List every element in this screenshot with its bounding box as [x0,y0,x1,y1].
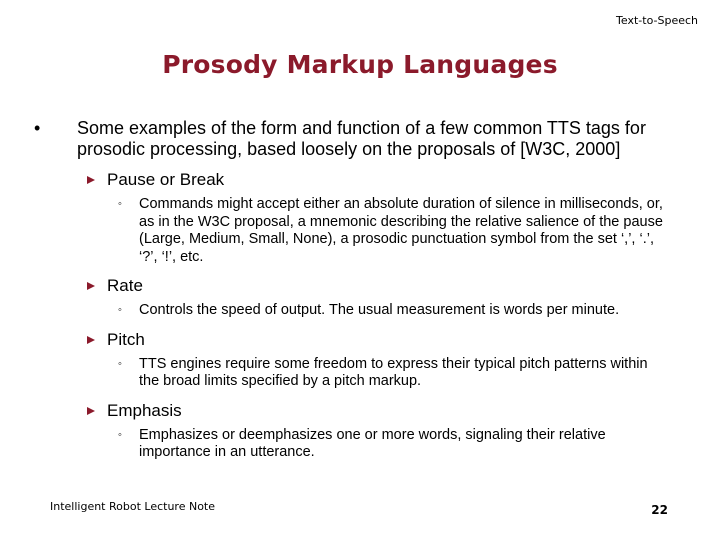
item-label: Pause or Break [107,170,225,189]
item-heading [0,330,720,350]
list-item-emphasis [0,401,720,462]
list-item-pause [0,170,720,266]
item-detail-text: Commands might accept either an absolute duration of silence in milliseconds, or, as in the W3C proposal, a mnemonic describing the relative salience of the pause (Large, Medium, Small, None), a prosodic punctuation symbol from the set ‘,’, ‘.’, ‘?’, ‘!’, etc. [139,196,663,265]
item-label: Rate [107,276,143,295]
item-detail-text: Controls the speed of output. The usual measurement is words per minute. [139,302,620,318]
arrow-bullet-icon [87,407,95,415]
item-heading [0,401,720,421]
bullet-dot: • [34,118,41,138]
item-heading [0,170,720,190]
arrow-bullet-icon [87,282,95,290]
intro-bullet [0,118,657,160]
slide-content [0,118,720,462]
item-detail [0,302,669,320]
item-detail [0,427,669,462]
list-item-pitch [0,330,720,391]
footer-note: Intelligent Robot Lecture Note [50,500,216,513]
slide-title: Prosody Markup Languages [162,50,558,79]
circle-bullet-icon: ◦ [118,304,122,316]
circle-bullet-icon: ◦ [118,357,122,370]
intro-text: Some examples of the form and function of a few common TTS tags for prosodic processing, based loosely on the proposals of [W3C, 2000] [77,118,646,159]
list-item-rate [0,276,720,320]
page-number: 22 [651,503,668,517]
item-label: Pitch [107,329,145,349]
item-detail [0,196,669,266]
item-detail-text: TTS engines require some freedom to express their typical pitch patterns within the broad limits specified by a pitch markup. [139,355,648,389]
item-heading [0,276,720,296]
item-detail-text: Emphasizes or deemphasizes one or more words, signaling their relative importance in an utterance. [139,426,606,460]
item-label: Emphasis [107,400,182,420]
item-detail [0,356,669,391]
circle-bullet-icon: ◦ [118,198,122,210]
arrow-bullet-icon [87,176,95,184]
circle-bullet-icon: ◦ [118,428,122,441]
arrow-bullet-icon [87,336,95,344]
header-label: Text-to-Speech [616,14,698,27]
